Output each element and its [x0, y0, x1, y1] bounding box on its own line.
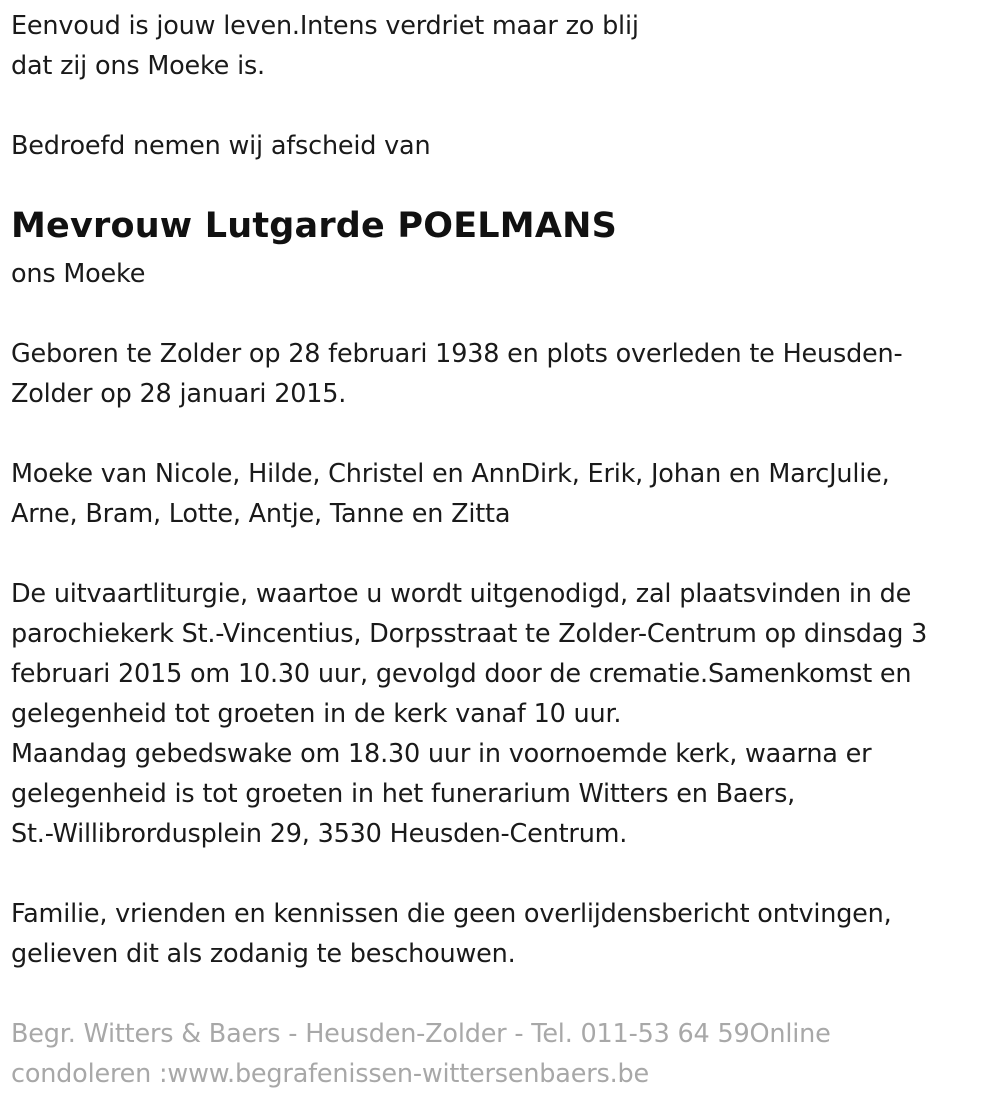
- funeral-home-footer: [11, 1014, 995, 1094]
- notice-line-2: gelieven dit als zodanig te beschouwen.: [11, 939, 516, 969]
- intro-line-1: Eenvoud is jouw leven.Intens verdriet maar zo blij: [11, 11, 639, 41]
- funeral-line: gelegenheid tot groeten in de kerk vanaf 10 uur.: [11, 699, 622, 729]
- birth-death-line-1: Geboren te Zolder op 28 februari 1938 en plots overleden te Heusden-: [11, 339, 903, 369]
- family-line-2: Arne, Bram, Lotte, Antje, Tanne en Zitta: [11, 499, 511, 529]
- notice-text: [11, 894, 995, 974]
- relation-line: ons Moeke: [11, 259, 146, 289]
- intro-line-2: dat zij ons Moeke is.: [11, 51, 265, 81]
- deceased-relation: [11, 254, 995, 294]
- family-line-1: Moeke van Nicole, Hilde, Christel en AnnDirk, Erik, Johan en MarcJulie,: [11, 459, 890, 489]
- footer-line-1: Begr. Witters & Baers - Heusden-Zolder - Tel. 011-53 64 59Online: [11, 1019, 831, 1049]
- birth-death-line-2: Zolder op 28 januari 2015.: [11, 379, 347, 409]
- footer-line-2: condoleren :www.begrafenissen-wittersenbaers.be: [11, 1059, 649, 1089]
- announcement-text: [11, 126, 995, 166]
- funeral-line: Maandag gebedswake om 18.30 uur in voornoemde kerk, waarna er: [11, 739, 872, 769]
- notice-line-1: Familie, vrienden en kennissen die geen overlijdensbericht ontvingen,: [11, 899, 892, 929]
- deceased-name: Mevrouw Lutgarde POELMANS: [11, 206, 618, 246]
- funeral-line: parochiekerk St.-Vincentius, Dorpsstraat te Zolder-Centrum op dinsdag 3: [11, 619, 928, 649]
- funeral-details: [11, 574, 995, 854]
- funeral-line: gelegenheid is tot groeten in het funerarium Witters en Baers,: [11, 779, 796, 809]
- funeral-line: De uitvaartliturgie, waartoe u wordt uitgenodigd, zal plaatsvinden in de: [11, 579, 912, 609]
- birth-death-info: [11, 334, 995, 414]
- funeral-line: februari 2015 om 10.30 uur, gevolgd door de crematie.Samenkomst en: [11, 659, 912, 689]
- announcement-line: Bedroefd nemen wij afscheid van: [11, 131, 431, 161]
- family-list: [11, 454, 995, 534]
- funeral-line: St.-Willibrordusplein 29, 3530 Heusden-Centrum.: [11, 819, 628, 849]
- intro-poem: [11, 6, 995, 86]
